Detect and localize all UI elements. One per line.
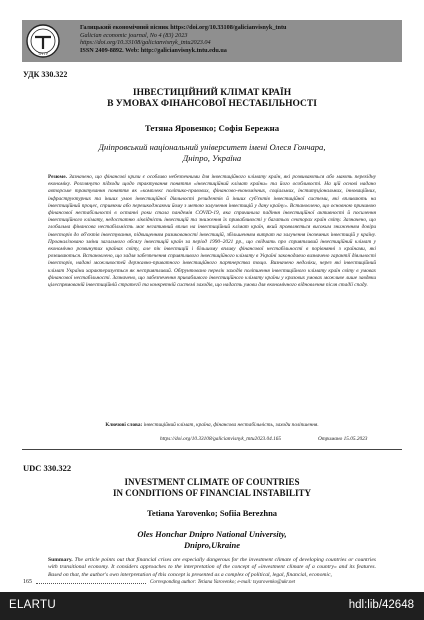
- journal-doi-line: https://doi.org/10.33108/galicianvisnyk_tntu2023.04: [80, 39, 211, 47]
- abstract-english: [48, 557, 376, 579]
- keywords-uk-text: інвестиційний клімат, країна, фінансова нестабільність, заходи поліпшення.: [143, 422, 319, 428]
- keywords-uk-label: Ключові слова:: [105, 422, 143, 428]
- svg-text:ТНТУ: ТНТУ: [37, 51, 49, 56]
- journal-issn-line: ISSN 2409-8892. Web: http://galicianvisnyk.tntu.edu.ua: [80, 46, 227, 54]
- affil-uk-line2: Дніпро, Україна: [182, 153, 242, 163]
- abstract-ukrainian: [48, 174, 376, 289]
- keywords-ukrainian: [48, 422, 376, 428]
- university-logo: [26, 24, 60, 58]
- affil-en-line1: Oles Honchar Dnipro National University,: [137, 529, 287, 539]
- title-uk-line1: ІНВЕСТИЦІЙНИЙ КЛІМАТ КРАЇН: [132, 88, 292, 98]
- journal-info: [80, 24, 400, 54]
- section-divider: [22, 449, 402, 450]
- journal-title-line: Галицький економічний вісник https://doi.org/10.33108/galicianvisnyk_tntu: [80, 24, 287, 31]
- abstract-en-label: Summary.: [48, 557, 73, 563]
- article-doi-link[interactable]: https://doi.org/10.33108/galicianvisnyk_tntu2023.04.165: [160, 436, 282, 442]
- udc-english: UDC 330.322: [23, 463, 72, 473]
- authors-ukrainian: Тетяна Яровенко; Софія Бережна: [144, 123, 280, 133]
- abstract-en-text: The article points out that financial crises are especially dangerous for the investment climate of developing countries or countries with transitional economy. It considers approaches to the interpretation of the concept of «investment climate of a country» and its features. Based on that, the author's own interpretation of this concept is presented as a complex of political, legal, financial, economic,: [48, 557, 376, 578]
- title-en-line2: IN CONDITIONS OF FINANCIAL INSTABILITY: [112, 488, 312, 498]
- authors-english: Tetiana Yarovenko; Sofiia Berezhna: [146, 508, 278, 518]
- page-number: 165: [23, 579, 32, 585]
- affiliation-english: [22, 529, 402, 551]
- received-date: Отримано 15.05.2023: [318, 436, 368, 442]
- handle-identifier[interactable]: hdl:lib/42648: [348, 599, 414, 611]
- abstract-uk-text: Зазначено, що фінансові кризи є особливо небезпечними для інвестиційного клімату країн, які розвиваються або мають перехідну економіку. Розглянуто підходи щодо трактування поняття «інвестиційний клімат країни» та його особливості. На цій основі надано авторське трактування поняття як «комплекс політико-правових, фінансово-економічних, соціальних, інституціональних, інноваційних, інфраструктурних та інших умов інвестиційної діяльності резидентів й інших суб'єктів інвестиційної системи, які впливають на інвестиційний процес, сприяючи або перешкоджаючи йому з метою залучення інвестицій у дану країну». Встановлено, що основною причиною фінансової нестабільності в останні роки стала пандемія COVID-19, яка спричинила падіння інвестиційної активності й посилення інвестиційного клімату, недостатню ліквідність інвестицій та зниження їх привабливості у багатьох секторах країн світу. Зазначено, що глобальна фінансова нестабільність має негативний вплив на інвестиційний клімат країн, який проявляється високим зниженням довіри інвесторів до об'єктів інвестування, підвищенням ризикованості інвестицій, збільшенням витрат на залучення іноземних інвестицій у країну. Проаналізовано зміни загального обсягу інвестицій країн за період 1990–2021 рр., що свідчать про сприятливий інвестиційний клімат у економічно розвинутих країнах світу, але пік інвестицій і більшому впливу фінансової нестабільності в порівнянні з країнами, які розвиваються. Встановлено, що задля забезпечення сприятливого інвестиційного клімату в Україні законодавчо визначено гарантії діяльності інвесторів, надані можливостей державно-приватного інвестиційного партнерства тощо. Визначено недоліки, через які інвестиційний клімат України характеризується як несприятливий. Обґрунтовано перелік заходів поліпшення інвестиційного клімату країн світу в умовах фінансової нестабільності. Зазначено, що забезпечення привабливого інвестиційного клімату країни у кризових умовах можливе лише завдяки цілеспрямованій інвестиційній стратегії та конкретній системі заходів, що надасть умови для економічного відновлення після стадії спаду.: [48, 174, 377, 289]
- title-uk-line2: В УМОВАХ ФІНАНСОВОЇ НЕСТАБІЛЬНОСТІ: [107, 99, 317, 109]
- abstract-uk-label: Резюме.: [48, 174, 67, 180]
- affiliation-ukrainian: [22, 142, 402, 164]
- repository-bar: [0, 592, 424, 620]
- affil-en-line2: Dnipro,Ukraine: [184, 540, 240, 550]
- udc-ukrainian: УДК 330.322: [23, 70, 68, 79]
- footnote-rule: [36, 583, 146, 584]
- article-title-english: [22, 477, 402, 499]
- article-title-ukrainian: [22, 88, 402, 110]
- affil-uk-line1: Дніпровський національний університет імені Олеся Гончара,: [98, 142, 326, 152]
- corresponding-author: Corresponding author: Tetiana Yarovenko; e-mail: tsyarovenko@ukr.net: [150, 580, 296, 585]
- title-en-line1: INVESTMENT CLIMATE OF COUNTRIES: [124, 477, 300, 487]
- journal-header: [22, 20, 402, 62]
- journal-issue-line: Galician economic journal, No 4 (83) 2023: [80, 31, 188, 39]
- repository-name[interactable]: ELARTU: [9, 599, 56, 611]
